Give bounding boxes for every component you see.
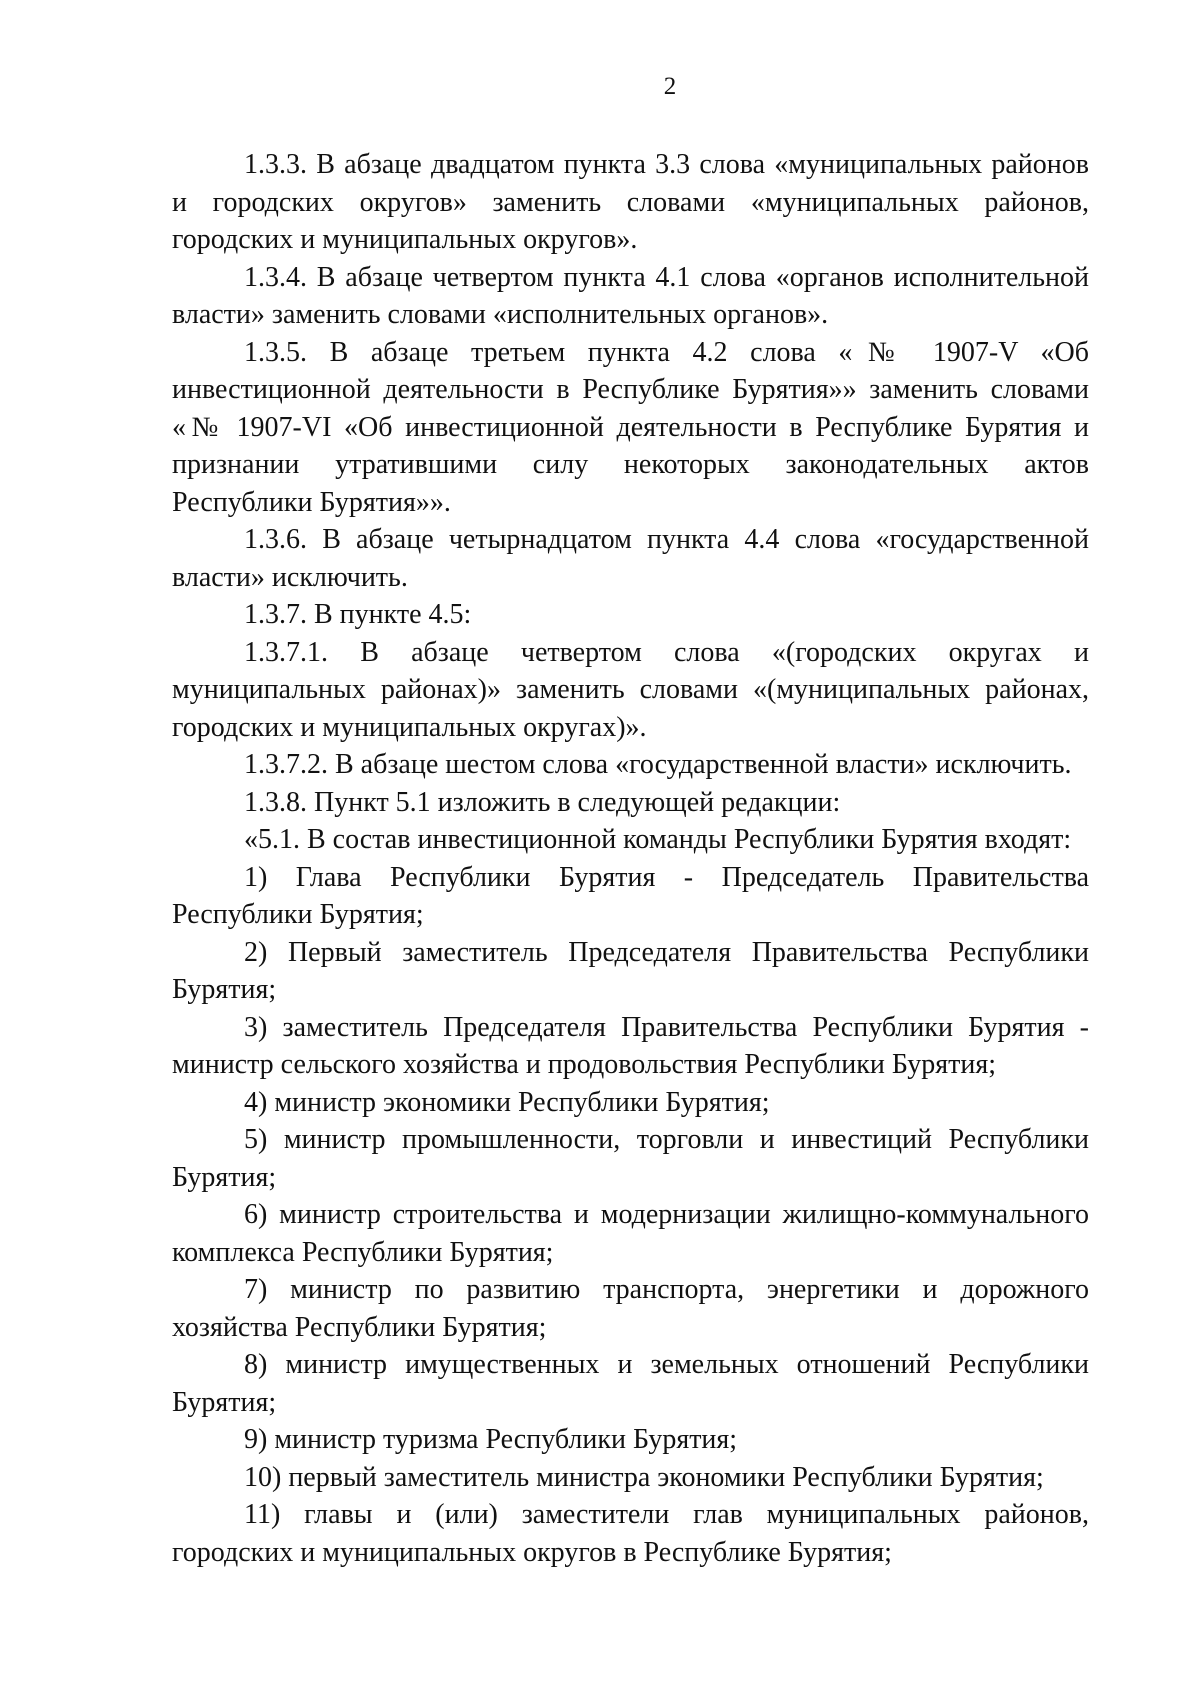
list-item-9: 9) министр туризма Республики Бурятия; bbox=[244, 1424, 738, 1455]
paragraph-1-3-7-1: 1.3.7.1. В абзаце четвертом слова «(городских округах и муниципальных районах)» заменить словами «(муниципальных районах, городских и муниципальных округах)». bbox=[172, 636, 1089, 743]
list-item-8: 8) министр имущественных и земельных отношений Республики Бурятия; bbox=[172, 1349, 1089, 1418]
list-item-4: 4) министр экономики Республики Бурятия; bbox=[244, 1086, 770, 1118]
paragraph-1-3-4: 1.3.4. В абзаце четвертом пункта 4.1 слова «органов исполнительной власти» заменить словами «исполнительных органов». bbox=[172, 261, 1089, 330]
list-item-10: 10) первый заместитель министра экономики Республики Бурятия; bbox=[244, 1461, 1044, 1493]
list-item-11: 11) главы и (или) заместители глав муниципальных районов, городских и муниципальных округов в Республике Бурятия; bbox=[172, 1499, 1089, 1568]
page-number: 2 bbox=[663, 73, 677, 100]
paragraph-1-3-5: 1.3.5. В абзаце третьем пункта 4.2 слова «№ 1907-V «Об инвестиционной деятельности в Республике Бурятия»» заменить словами «№ 1907-VI «Об инвестиционной деятельности в Республике Бурятия и признании утратившими силу некоторых законодательных актов Республики Бурятия»». bbox=[172, 336, 1089, 518]
paragraph-1-3-6: 1.3.6. В абзаце четырнадцатом пункта 4.4 слова «государственной власти» исключить. bbox=[172, 524, 1089, 593]
paragraph-1-3-8: 1.3.8. Пункт 5.1 изложить в следующей редакции: bbox=[244, 786, 841, 818]
paragraph-5-1: «5.1. В состав инвестиционной команды Республики Бурятия входят: bbox=[244, 824, 1072, 855]
list-item-6: 6) министр строительства и модернизации жилищно-коммунального комплекса Республики Бурятия; bbox=[172, 1199, 1089, 1268]
list-item-3: 3) заместитель Председателя Правительства Республики Бурятия - министр сельского хозяйства и продовольствия Республики Бурятия; bbox=[172, 1011, 1089, 1080]
document-body bbox=[172, 146, 1089, 1571]
paragraph-1-3-7-2: 1.3.7.2. В абзаце шестом слова «государственной власти» исключить. bbox=[244, 749, 1072, 780]
list-item-2: 2) Первый заместитель Председателя Правительства Республики Бурятия; bbox=[172, 936, 1089, 1005]
paragraph-1-3-3: 1.3.3. В абзаце двадцатом пункта 3.3 слова «муниципальных районов и городских округов» заменить словами «муниципальных районов, городских и муниципальных округов». bbox=[172, 149, 1089, 255]
list-item-5: 5) министр промышленности, торговли и инвестиций Республики Бурятия; bbox=[172, 1124, 1089, 1193]
paragraph-1-3-7: 1.3.7. В пункте 4.5: bbox=[244, 599, 472, 630]
list-item-7: 7) министр по развитию транспорта, энергетики и дорожного хозяйства Республики Бурятия; bbox=[172, 1274, 1089, 1343]
list-item-1: 1) Глава Республики Бурятия - Председатель Правительства Республики Бурятия; bbox=[172, 861, 1089, 930]
